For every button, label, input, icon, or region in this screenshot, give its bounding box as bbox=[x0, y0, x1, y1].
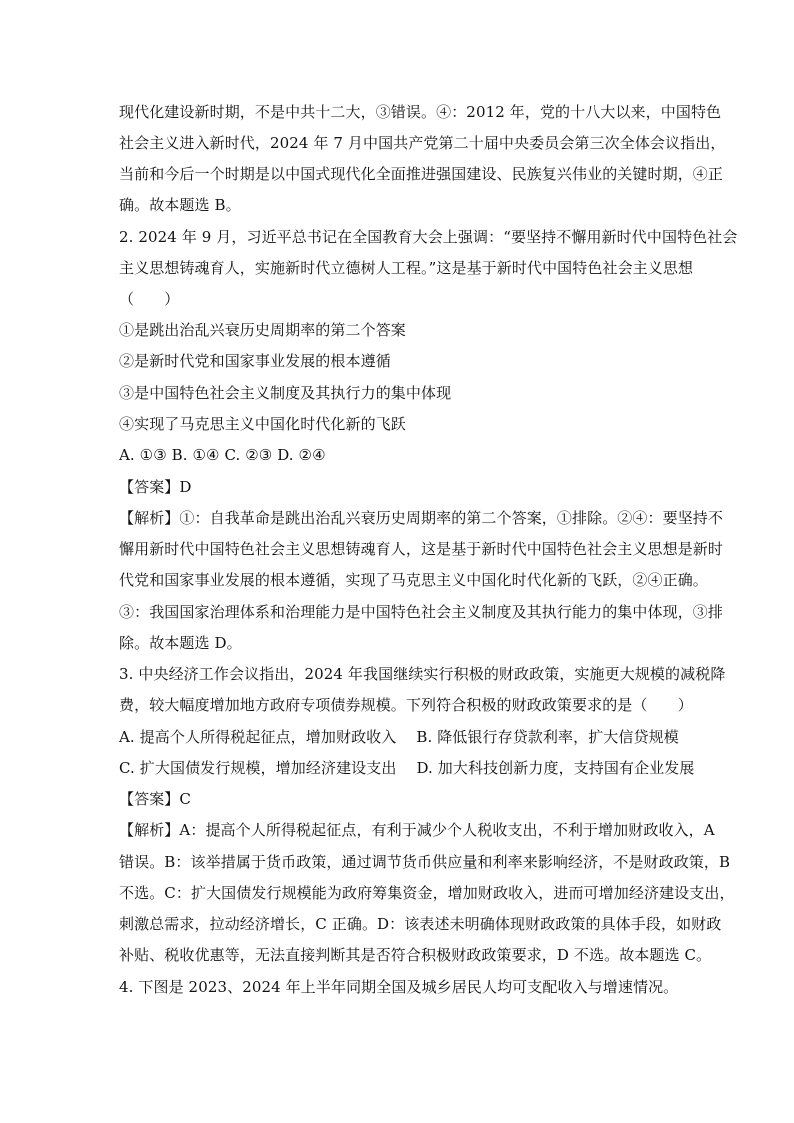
text-line: 当前和今后一个时期是以中国式现代化全面推进强国建设、民族复兴伟业的关键时期，④正 bbox=[119, 165, 724, 183]
statement-1: ①是跳出治乱兴衰历史周期率的第二个答案 bbox=[119, 321, 406, 339]
text-line: 现代化建设新时期，不是中共十二大，③错误。④：2012 年，党的十八大以来，中国特色 bbox=[119, 103, 722, 121]
analysis-line: 【解析】A：提高个人所得税起征点，有利于减少个人税收支出，不利于增加财政收入，A bbox=[119, 821, 715, 839]
question-3-stem: 3. 中央经济工作会议指出，2024 年我国继续实行积极的财政政策，实施更大规模的减税降 bbox=[119, 665, 726, 683]
choices-line: A. ①③ B. ①④ C. ②③ D. ②④ bbox=[119, 446, 326, 464]
text-line: 补贴、税收优惠等，无法直接判断其是否符合积极财政政策要求，D 不选。故本题选 C。 bbox=[119, 946, 712, 964]
question-4-stem: 4. 下图是 2023、2024 年上半年同期全国及城乡居民人均可支配收入与增速情况。 bbox=[119, 978, 679, 996]
statement-4: ④实现了马克思主义中国化时代化新的飞跃 bbox=[119, 415, 406, 433]
analysis-label: 【解析】 bbox=[119, 821, 180, 839]
text-line: 代党和国家事业发展的根本遵循，实现了马克思主义中国化时代化新的飞跃，②④正确。 bbox=[119, 571, 708, 589]
text-line: ③：我国国家治理体系和治理能力是中国特色社会主义制度及其执行能力的集中体现，③排 bbox=[119, 603, 724, 621]
text-line: 费，较大幅度增加地方政府专项债券规模。下列符合积极的财政政策要求的是（ ） bbox=[119, 696, 693, 714]
text-line: 不选。C：扩大国债发行规模能为政府筹集资金，增加财政收入，进而可增加经济建设支出， bbox=[119, 884, 735, 902]
statement-2: ②是新时代党和国家事业发展的根本遵循 bbox=[119, 352, 391, 370]
analysis-label: 【解析】 bbox=[119, 509, 180, 527]
text-line: 社会主义进入新时代，2024 年 7 月中国共产党第二十届中央委员会第三次全体会议指出， bbox=[119, 134, 726, 152]
analysis-line: 【解析】①：自我革命是跳出治乱兴衰历史周期率的第二个答案，①排除。②④：要坚持不 bbox=[119, 509, 724, 527]
text-line: 确。故本题选 B。 bbox=[119, 196, 241, 214]
answer-blank: （ ） bbox=[119, 290, 180, 308]
answer-value: D bbox=[179, 478, 192, 496]
answer-label: 【答案】 bbox=[119, 478, 180, 496]
choices-line-cd: C. 扩大国债发行规模，增加经济建设支出 D. 加大科技创新力度，支持国有企业发展 bbox=[119, 759, 695, 777]
question-2-stem: 2. 2024 年 9 月，习近平总书记在全国教育大会上强调：“要坚持不懈用新时代中国特色社会 bbox=[119, 228, 738, 246]
answer-value: C bbox=[179, 790, 191, 808]
text-line: 主义思想铸魂育人，实施新时代立德树人工程。”这是基于新时代中国特色社会主义思想 bbox=[119, 259, 694, 277]
statement-3: ③是中国特色社会主义制度及其执行力的集中体现 bbox=[119, 384, 452, 402]
text-line: 刺激总需求，拉动经济增长，C 正确。D：该表述未明确体现财政政策的具体手段，如财政 bbox=[119, 915, 722, 933]
answer-line bbox=[119, 789, 679, 809]
text-line: 除。故本题选 D。 bbox=[119, 634, 242, 652]
answer-line bbox=[119, 477, 679, 497]
choices-line-ab: A. 提高个人所得税起征点，增加财政收入 B. 降低银行存贷款利率，扩大信贷规模 bbox=[119, 728, 679, 746]
text-line: 懈用新时代中国特色社会主义思想铸魂育人，这是基于新时代中国特色社会主义思想是新时 bbox=[119, 540, 724, 558]
answer-label: 【答案】 bbox=[119, 790, 180, 808]
text-line: 错误。B：该举措属于货币政策，通过调节货币供应量和利率来影响经济，不是财政政策，B bbox=[119, 853, 731, 871]
